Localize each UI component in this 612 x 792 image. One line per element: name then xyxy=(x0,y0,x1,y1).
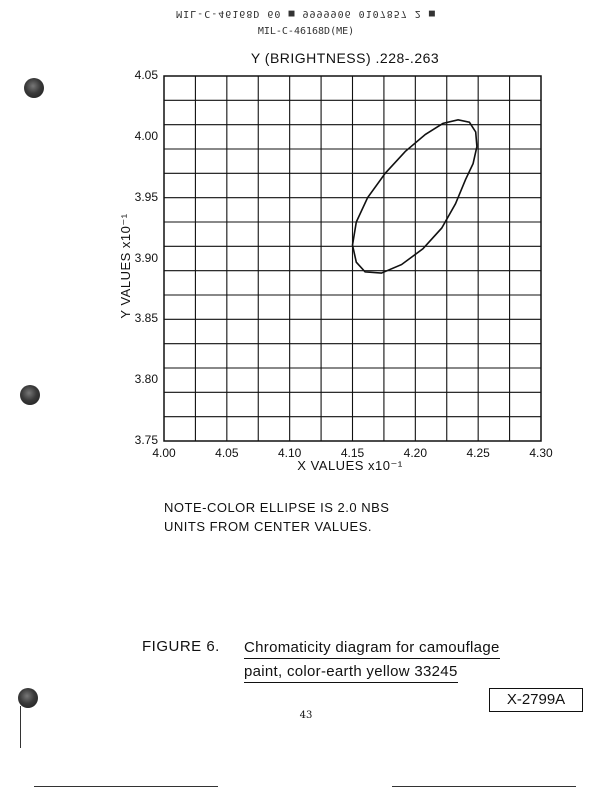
figure-caption xyxy=(244,636,564,684)
color-tolerance-ellipse xyxy=(353,120,477,273)
y-tick-label: 3.80 xyxy=(134,372,158,387)
y-axis-label: Y VALUES x10⁻¹ xyxy=(118,213,133,319)
footer-rule-left xyxy=(34,786,218,787)
page-number: 43 xyxy=(299,710,313,721)
x-tick-label: 4.30 xyxy=(529,446,553,460)
figure-caption-line2: paint, color-earth yellow 33245 xyxy=(244,662,458,683)
figure-label: FIGURE 6. xyxy=(142,638,220,655)
footer-rule-right xyxy=(392,786,576,787)
y-tick-label: 3.90 xyxy=(134,250,158,265)
document-number-box: X-2799A xyxy=(489,688,583,712)
y-tick-label: 3.75 xyxy=(134,433,158,447)
x-tick-label: 4.20 xyxy=(403,446,427,460)
x-axis-label: X VALUES x10⁻¹ xyxy=(297,458,403,473)
x-tick-label: 4.15 xyxy=(340,446,365,460)
y-tick-label: 4.00 xyxy=(134,128,158,143)
chart-grid xyxy=(164,76,541,441)
x-tick-label: 4.00 xyxy=(152,446,176,460)
x-tick-label: 4.25 xyxy=(466,446,490,460)
spec-number-header: MIL-C-46168D(ME) xyxy=(257,26,355,37)
y-tick-label: 3.95 xyxy=(134,189,158,204)
x-tick-label: 4.10 xyxy=(277,446,302,460)
chart-note: NOTE-COLOR ELLIPSE IS 2.0 NBS UNITS FROM CENTER VALUES. xyxy=(164,500,390,534)
inverted-spec-header: MIL-C-46168D 60 ■ 9999906 0107857 2 ■ xyxy=(176,8,436,19)
y-tick-label: 4.05 xyxy=(134,68,158,82)
figure-caption-line1: Chromaticity diagram for camouflage xyxy=(244,638,500,659)
y-tick-label: 3.85 xyxy=(134,311,158,326)
chart-title: Y (BRIGHTNESS) .228-.263 xyxy=(250,50,440,66)
x-tick-label: 4.05 xyxy=(215,446,239,460)
